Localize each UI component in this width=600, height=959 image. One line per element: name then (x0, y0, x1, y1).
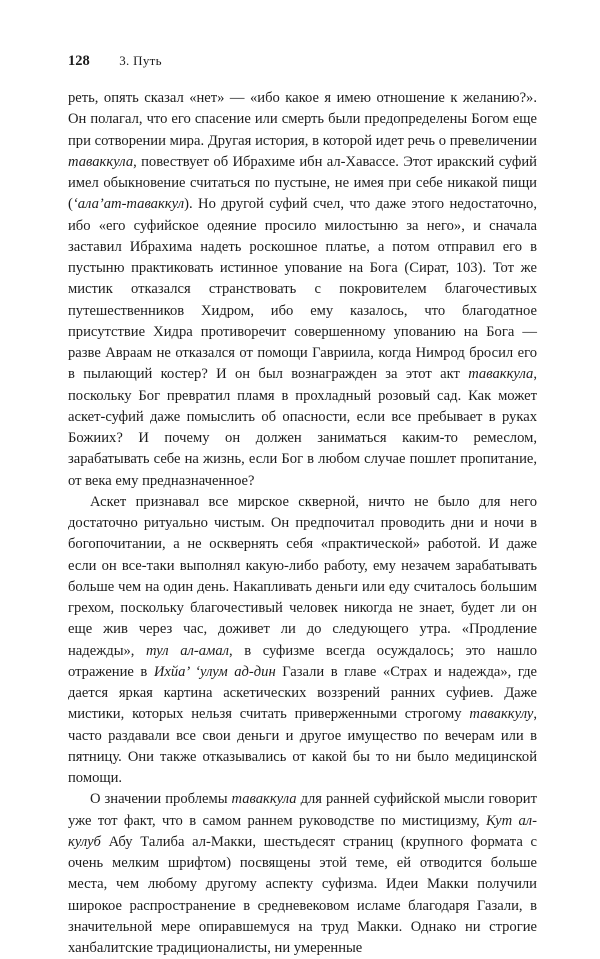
chapter-title: 3. Путь (119, 53, 162, 68)
paragraph (68, 789, 537, 959)
paragraph (68, 88, 537, 492)
text-run: , поскольку Бог превратил пламя в прохладный розовый сад. Как может аскет-суфий даже помыслить об опасности, если все пребывает в руках Божиих? И почему он должен заниматься каким-то ремеслом, зарабатывать себе на жизнь, если Бог в любом случае пошлет пропитание, от века ему предназначенное? (68, 366, 537, 489)
paragraph (68, 492, 537, 790)
text-run: для ранней суфийской мысли говорит уже тот факт, что в самом раннем руководстве по мистицизму, (68, 791, 537, 829)
italic-term: ‘ала’ат-таваккул (72, 196, 185, 213)
text-run: , в суфизме всегда осуждалось; это нашло отражение в (68, 642, 537, 680)
text-run: , часто раздавали все свои деньги и другое имущество по вечерам или в пятницу. Они также отказывались от какой бы то ни было медицинской помощи. (68, 706, 537, 786)
running-header (68, 52, 538, 70)
text-run: , повествует об Ибрахиме ибн ал-Хавассе. Этот иракский суфий имел обыкновение считаться по пустыне, не имея при себе никакой пищи ( (68, 153, 537, 213)
text-run: ). Но другой суфий счел, что даже этого недостаточно, ибо «его суфийское одеяние просило милостыню за него», и сначала заставил Ибрахима надеть роскошное платье, а потом отправил его в пустыню практиковать истинное упование на Бога (Сират, 103). Тот же мистик отказался странствовать с покровителем благочестивых путешественников Хидром, ибо ему казалось, что благодатное присутствие Хидра противоречит совершенному упованию на Бога — разве Авраам не отказался от помощи Гавриила, когда Нимрод бросил его в пылающий костер? И он был вознагражден за этот акт (68, 196, 537, 383)
text-run: Абу Талиба ал-Макки, шестьдесят страниц (крупного формата с очень мелким шрифтом) посвящены этой теме, ей отводится больше места, чем любому другому аспекту суфизма. Идеи Макки получили широкое распространение в средневековом исламе благодаря Газали, в значительной мере опиравшемуся на труд Макки. Однако ни строгие ханбалитские традиционалисты, ни умеренные (68, 833, 537, 956)
text-run: О значении проблемы (90, 791, 232, 808)
text-run: Газали в главе «Страх и надежда», где дается яркая картина аскетических воззрений ранних суфиев. Даже мистики, которых нельзя считать приверженными строгому (68, 663, 537, 723)
body-text (68, 88, 537, 959)
text-run: реть, опять сказал «нет» — «ибо какое я имею отношение к желанию?». Он полагал, что его спасение или смерть были предопределены Богом еще при сотворении мира. Другая история, в которой идет речь о превеличении (68, 90, 537, 149)
italic-term: тул ал-амал (146, 642, 230, 659)
italic-term: Ихйа’ ‘улум ад-дин (153, 663, 276, 680)
italic-term: Кут ал-кулуб (68, 812, 538, 850)
italic-term: таваккула (231, 791, 297, 808)
text-run: Аскет признавал все мирское скверной, ничто не было для него достаточно ритуально чистым. Он предпочитал проводить дни и ночи в богопочитании, а не осквернять себя «практической» работой. И даже если он все-таки выполнял какую-либо работу, ему незачем зарабатывать больше чем на один день. Накапливать деньги или еду считалось большим грехом, поскольку благочестивый человек никогда не знает, будет ли он еще жив через час, доживет ли до следующего утра. «Продление надежды», (68, 493, 537, 659)
italic-term: таваккула (468, 366, 534, 383)
italic-term: таваккулу (469, 706, 534, 723)
italic-term: таваккула (68, 153, 134, 170)
page-number: 128 (68, 53, 90, 69)
